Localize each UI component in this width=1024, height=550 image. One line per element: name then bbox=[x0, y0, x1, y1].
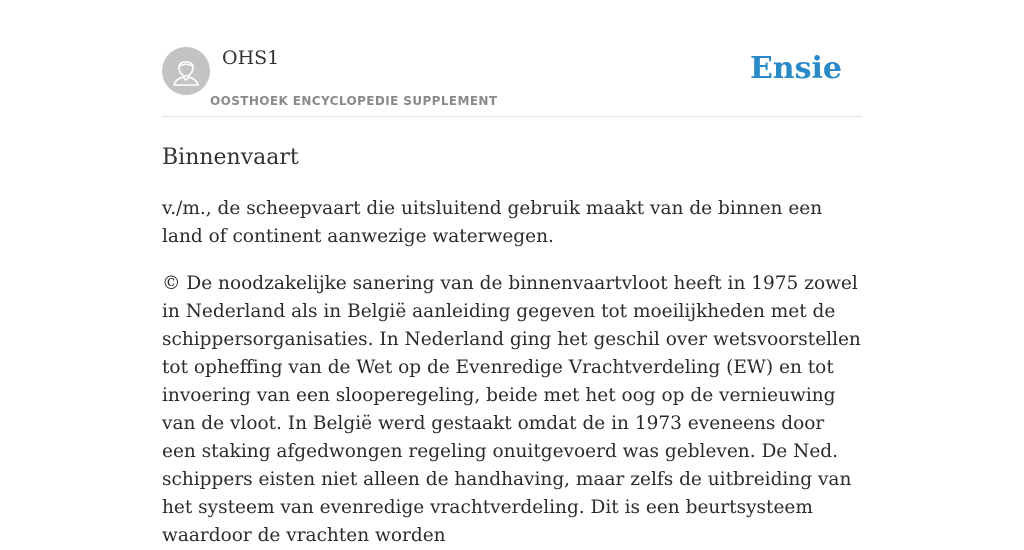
article-paragraph: v./m., de scheepvaart die uitsluitend gebruik maakt van de binnen een land of continent aanwezige waterwegen. bbox=[162, 198, 823, 247]
source-code[interactable]: OHS1 bbox=[222, 47, 280, 69]
article-title: Binnenvaart bbox=[162, 145, 299, 170]
brand-logo-link[interactable]: Ensie bbox=[749, 51, 842, 86]
page-container bbox=[162, 0, 862, 550]
article-paragraph: © De noodzakelijke sanering van de binnenvaartvloot heeft in 1975 zowel in Nederland als in België aanleiding gegeven tot moeilijkheden met de schippersorganisaties. In Nederland ging het geschil over wetsvoorstellen tot opheffing van de Wet op de Evenredige Vrachtverdeling (EW) en tot invoering van een slooperegeling, beide met het oog op de vernieuwing van de vloot. In België werd gestaakt omdat de in 1973 eveneens door een staking afgedwongen regeling onuitgevoerd was gebleven. De Ned. schippers eisten niet alleen de handhaving, maar zelfs de uitbreiding van het systeem van evenredige vrachtverdeling. Dit is een beurtsysteem waardoor de vrachten worden bbox=[162, 273, 861, 546]
source-name[interactable]: OOSTHOEK ENCYCLOPEDIE SUPPLEMENT bbox=[210, 94, 498, 108]
avatar[interactable] bbox=[162, 47, 210, 95]
user-silhouette-icon bbox=[162, 47, 210, 95]
header bbox=[162, 0, 862, 117]
